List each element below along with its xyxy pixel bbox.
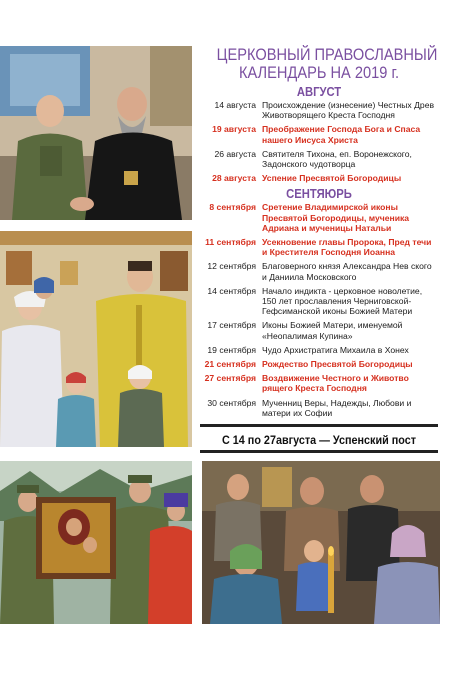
event-date: 28 августа bbox=[212, 173, 256, 184]
fast-notice: С 14 по 27августа — Успенский пост bbox=[221, 433, 417, 448]
divider-rule-bottom bbox=[200, 450, 438, 453]
august-events bbox=[200, 100, 438, 183]
event-text: Чудо Архистратига Михаила в Хонех bbox=[262, 344, 409, 355]
event-date: 11 сентября bbox=[205, 237, 256, 248]
calendar-event bbox=[200, 373, 438, 393]
event-text: Воздвижение Честного и Животво рящего Креста Господня bbox=[262, 373, 409, 394]
divider-rule bbox=[200, 424, 438, 427]
photo-priest-parishioners bbox=[0, 231, 192, 447]
event-text: Сретение Владимирской иконы Пресвятой Богородицы, мученика Адриана и мученицы Натальи bbox=[262, 202, 410, 233]
event-text: Происхождение (изнесение) Честных Древ Животворящего Креста Господня bbox=[262, 100, 435, 121]
event-text: Иконы Божией Матери, именуемой «Неопалимая Купина» bbox=[262, 320, 403, 341]
calendar-event bbox=[200, 345, 438, 355]
event-date: 26 августа bbox=[214, 148, 256, 159]
calendar-title-line-1: ЦЕРКОВНЫЙ ПРАВОСЛАВНЫЙ bbox=[216, 45, 438, 64]
event-text: Успение Пресвятой Богородицы bbox=[262, 173, 402, 184]
event-date: 21 сентября bbox=[204, 359, 256, 370]
calendar-event bbox=[200, 237, 438, 257]
event-date: 19 августа bbox=[212, 124, 256, 135]
photo-soldiers-icon bbox=[0, 461, 192, 624]
september-events bbox=[200, 202, 438, 418]
event-text: Усекновение главы Пророка, Пред течи и Крестителя Господня Иоанна bbox=[262, 237, 432, 258]
photo-officer-priest bbox=[0, 46, 192, 220]
event-text: Рождество Пресвятой Богородицы bbox=[262, 359, 413, 370]
event-text: Святителя Тихона, еп. Воронежского, Задонского чудотворца bbox=[262, 148, 412, 170]
calendar-event bbox=[200, 398, 438, 418]
calendar-event bbox=[200, 100, 438, 120]
event-date: 27 сентября bbox=[204, 373, 256, 384]
month-heading-august: АВГУСТ bbox=[296, 85, 342, 99]
month-heading-september: СЕНТЯЮРЬ bbox=[286, 187, 352, 202]
calendar-event bbox=[200, 261, 438, 281]
event-date: 8 сентября bbox=[209, 202, 256, 213]
event-date: 12 сентября bbox=[207, 261, 256, 272]
calendar-event bbox=[200, 202, 438, 233]
calendar-event bbox=[200, 320, 438, 340]
event-date: 19 сентября bbox=[207, 344, 256, 355]
event-date: 17 сентября bbox=[207, 320, 256, 331]
calendar-event bbox=[200, 124, 438, 144]
event-date: 14 сентября bbox=[207, 285, 256, 296]
event-date: 14 августа bbox=[214, 100, 256, 110]
event-date: 30 сентября bbox=[207, 397, 256, 408]
event-text: Мученниц Веры, Надежды, Любови и матери их Софии bbox=[262, 397, 412, 418]
church-calendar bbox=[200, 46, 438, 453]
calendar-event bbox=[200, 149, 438, 169]
calendar-title-line-2: КАЛЕНДАРЬ НА 2019 г. bbox=[238, 63, 400, 82]
event-text: Благоверного князя Александра Нев ского и Даниила Московского bbox=[262, 261, 432, 282]
photo-church-people bbox=[202, 461, 440, 624]
calendar-event bbox=[200, 286, 438, 317]
calendar-event bbox=[200, 173, 438, 183]
event-text: Преображение Господа Бога и Спаса нашего Иисуса Христа bbox=[262, 124, 421, 145]
calendar-event bbox=[200, 359, 438, 369]
event-text: Начало индикта - церковное новолетие, 150 лет прославления Черниговской-Гефсиманской иконы Божией Матери bbox=[262, 285, 423, 317]
